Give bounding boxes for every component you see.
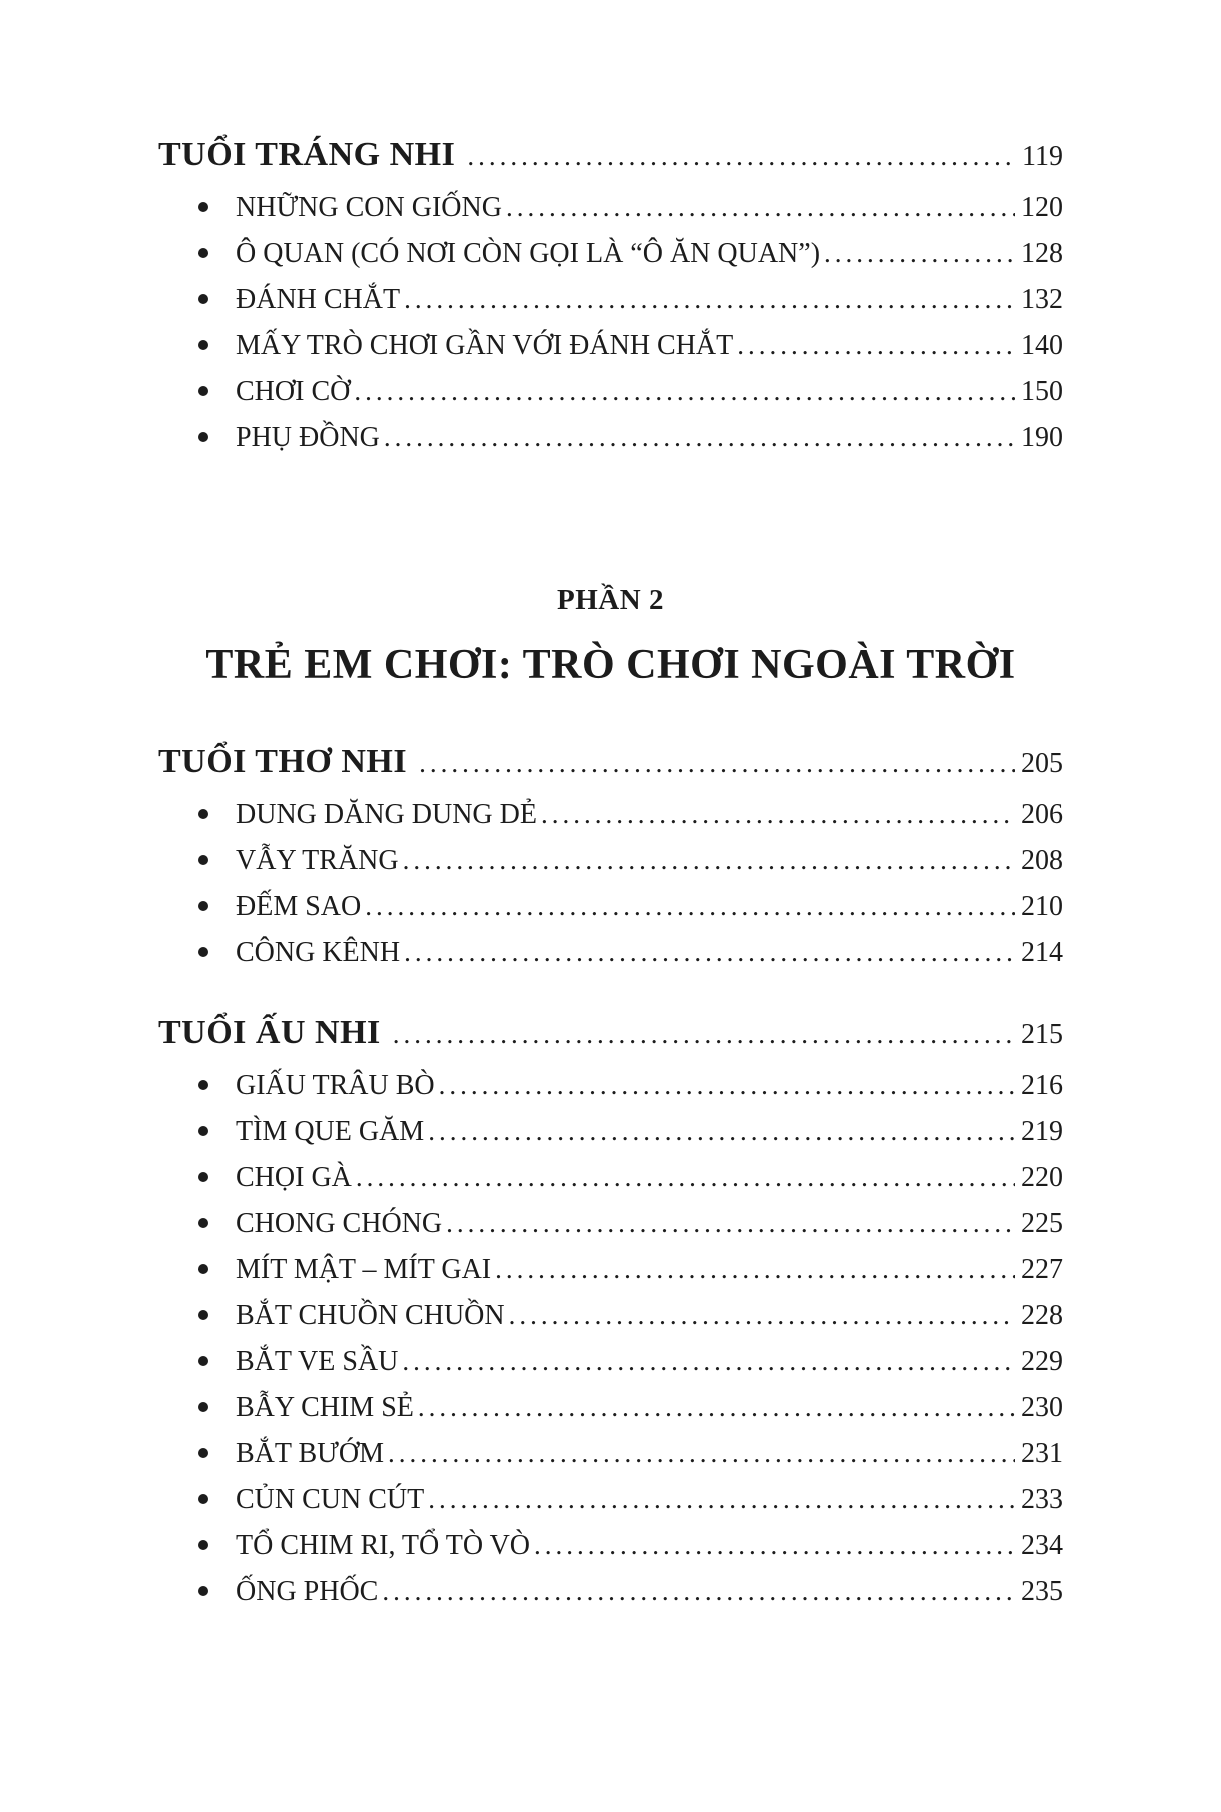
toc-entry-page: 214 bbox=[1021, 937, 1063, 968]
toc-entry bbox=[158, 230, 1063, 276]
bullet-icon bbox=[198, 294, 208, 304]
toc-entry-page: 228 bbox=[1021, 1300, 1063, 1331]
dot-leader bbox=[356, 1154, 1015, 1200]
bullet-icon bbox=[198, 901, 208, 911]
toc-entry-page: 229 bbox=[1021, 1346, 1063, 1377]
toc-entry-title: ỐNG PHỐC bbox=[236, 1576, 379, 1607]
section-heading-title: TUỔI THƠ NHI bbox=[158, 743, 408, 780]
toc-entry bbox=[158, 414, 1063, 460]
toc-entry-title: BẮT VE SẦU bbox=[236, 1346, 399, 1377]
dot-leader bbox=[446, 1200, 1015, 1246]
toc-entry-page: 227 bbox=[1021, 1254, 1063, 1285]
toc-entry-page: 234 bbox=[1021, 1530, 1063, 1561]
bullet-icon bbox=[198, 340, 208, 350]
toc-entry-title: TỔ CHIM RI, TỔ TÒ VÒ bbox=[236, 1530, 531, 1561]
bullet-icon bbox=[198, 1264, 208, 1274]
dot-leader bbox=[419, 740, 1015, 786]
toc-entry-title: CHỌI GÀ bbox=[236, 1162, 352, 1193]
part-divider bbox=[158, 577, 1063, 695]
dot-leader bbox=[541, 791, 1015, 837]
toc-entry bbox=[158, 1200, 1063, 1246]
toc-entry-title: VẪY TRĂNG bbox=[236, 845, 399, 876]
toc-entry-page: 132 bbox=[1021, 284, 1063, 315]
toc-entry bbox=[158, 1522, 1063, 1568]
toc-entry-page: 219 bbox=[1021, 1116, 1063, 1147]
dot-leader bbox=[467, 133, 1016, 179]
toc-entry-title: ĐÁNH CHẮT bbox=[236, 284, 401, 315]
bullet-icon bbox=[198, 1540, 208, 1550]
toc-entry-page: 235 bbox=[1021, 1576, 1063, 1607]
bullet-icon bbox=[198, 1586, 208, 1596]
bullet-icon bbox=[198, 1448, 208, 1458]
bullet-icon bbox=[198, 1402, 208, 1412]
bullet-icon bbox=[198, 248, 208, 258]
bullet-icon bbox=[198, 1218, 208, 1228]
toc-entry-title: BẮT BƯỚM bbox=[236, 1438, 385, 1469]
toc-section-items bbox=[158, 1062, 1063, 1614]
toc-entry bbox=[158, 791, 1063, 837]
toc-entry bbox=[158, 368, 1063, 414]
toc-entry-page: 230 bbox=[1021, 1392, 1063, 1423]
toc-entry bbox=[158, 883, 1063, 929]
toc-entry bbox=[158, 1108, 1063, 1154]
dot-leader bbox=[824, 230, 1015, 276]
toc-entry-page: 216 bbox=[1021, 1070, 1063, 1101]
toc-entry-title: CỦN CUN CÚT bbox=[236, 1484, 425, 1515]
toc-entry-page: 150 bbox=[1021, 376, 1063, 407]
dot-leader bbox=[393, 1011, 1015, 1057]
toc-entry-title: BẮT CHUỒN CHUỒN bbox=[236, 1300, 505, 1331]
bullet-icon bbox=[198, 1126, 208, 1136]
toc-section-heading bbox=[158, 132, 1063, 178]
toc-entry-title: NHỮNG CON GIỐNG bbox=[236, 192, 502, 223]
toc-section-tuoi-tho-nhi bbox=[158, 739, 1063, 975]
bullet-icon bbox=[198, 202, 208, 212]
bullet-icon bbox=[198, 1356, 208, 1366]
toc-entry bbox=[158, 929, 1063, 975]
dot-leader bbox=[365, 883, 1015, 929]
toc-section-tuoi-trang-nhi bbox=[158, 132, 1063, 460]
toc-entry-title: BẪY CHIM SẺ bbox=[236, 1392, 414, 1423]
toc-entry-page: 233 bbox=[1021, 1484, 1063, 1515]
toc-entry-title: CHONG CHÓNG bbox=[236, 1208, 443, 1239]
section-heading-title: TUỔI ẤU NHI bbox=[158, 1014, 381, 1051]
toc-entry bbox=[158, 1246, 1063, 1292]
bullet-icon bbox=[198, 1080, 208, 1090]
toc-entry-page: 231 bbox=[1021, 1438, 1063, 1469]
dot-leader bbox=[404, 276, 1015, 322]
toc-entry-page: 128 bbox=[1021, 238, 1063, 269]
dot-leader bbox=[495, 1246, 1015, 1292]
dot-leader bbox=[509, 1292, 1015, 1338]
toc-entry-page: 190 bbox=[1021, 422, 1063, 453]
bullet-icon bbox=[198, 809, 208, 819]
toc-entry bbox=[158, 1476, 1063, 1522]
dot-leader bbox=[354, 368, 1015, 414]
toc-entry-title: MẤY TRÒ CHƠI GẦN VỚI ĐÁNH CHẮT bbox=[236, 330, 734, 361]
toc-entry-title: ĐẾM SAO bbox=[236, 891, 362, 922]
bullet-icon bbox=[198, 947, 208, 957]
section-heading-title: TUỔI TRÁNG NHI bbox=[158, 136, 456, 173]
toc-entry bbox=[158, 1062, 1063, 1108]
toc-entry bbox=[158, 184, 1063, 230]
toc-entry-page: 140 bbox=[1021, 330, 1063, 361]
toc-section-heading bbox=[158, 739, 1063, 785]
toc-entry-page: 120 bbox=[1021, 192, 1063, 223]
toc-entry-title: TÌM QUE GĂM bbox=[236, 1116, 425, 1147]
part-title: TRẺ EM CHƠI: TRÒ CHƠI NGOÀI TRỜI bbox=[205, 642, 1016, 688]
section-heading-page: 215 bbox=[1021, 1019, 1063, 1050]
toc-entry-title: DUNG DĂNG DUNG DẺ bbox=[236, 799, 537, 830]
toc-entry bbox=[158, 1154, 1063, 1200]
toc-entry-title: Ô QUAN (CÓ NƠI CÒN GỌI LÀ “Ô ĂN QUAN”) bbox=[236, 238, 821, 269]
part-kicker: PHẦN 2 bbox=[557, 584, 664, 616]
toc-section-heading bbox=[158, 1010, 1063, 1056]
toc-entry-title: CÔNG KÊNH bbox=[236, 937, 401, 968]
toc-entry bbox=[158, 837, 1063, 883]
toc-entry-title: MÍT MẬT – MÍT GAI bbox=[236, 1254, 492, 1285]
toc-entry-page: 206 bbox=[1021, 799, 1063, 830]
dot-leader bbox=[403, 837, 1015, 883]
bullet-icon bbox=[198, 1310, 208, 1320]
bullet-icon bbox=[198, 855, 208, 865]
toc-entry bbox=[158, 322, 1063, 368]
section-heading-page: 119 bbox=[1022, 141, 1063, 172]
dot-leader bbox=[428, 1476, 1015, 1522]
toc-entry bbox=[158, 1430, 1063, 1476]
bullet-icon bbox=[198, 1494, 208, 1504]
toc-section-items bbox=[158, 791, 1063, 975]
toc-section-items bbox=[158, 184, 1063, 460]
toc-entry-page: 208 bbox=[1021, 845, 1063, 876]
dot-leader bbox=[534, 1522, 1015, 1568]
bullet-icon bbox=[198, 386, 208, 396]
dot-leader bbox=[382, 1568, 1015, 1614]
dot-leader bbox=[737, 322, 1015, 368]
dot-leader bbox=[428, 1108, 1015, 1154]
toc-entry bbox=[158, 1568, 1063, 1614]
toc-entry-page: 210 bbox=[1021, 891, 1063, 922]
toc-entry-title: GIẤU TRÂU BÒ bbox=[236, 1070, 435, 1101]
bullet-icon bbox=[198, 1172, 208, 1182]
toc-entry-page: 220 bbox=[1021, 1162, 1063, 1193]
section-heading-page: 205 bbox=[1021, 748, 1063, 779]
bullet-icon bbox=[198, 432, 208, 442]
dot-leader bbox=[439, 1062, 1015, 1108]
toc-entry bbox=[158, 1384, 1063, 1430]
dot-leader bbox=[388, 1430, 1015, 1476]
toc-entry-title: PHỤ ĐỒNG bbox=[236, 422, 380, 453]
toc-section-tuoi-au-nhi bbox=[158, 1010, 1063, 1614]
dot-leader bbox=[402, 1338, 1015, 1384]
dot-leader bbox=[506, 184, 1015, 230]
toc-entry-page: 225 bbox=[1021, 1208, 1063, 1239]
dot-leader bbox=[418, 1384, 1015, 1430]
dot-leader bbox=[404, 929, 1015, 975]
toc-entry bbox=[158, 1338, 1063, 1384]
dot-leader bbox=[384, 414, 1015, 460]
toc-entry-title: CHƠI CỜ bbox=[236, 376, 351, 407]
toc-entry bbox=[158, 276, 1063, 322]
toc-entry bbox=[158, 1292, 1063, 1338]
